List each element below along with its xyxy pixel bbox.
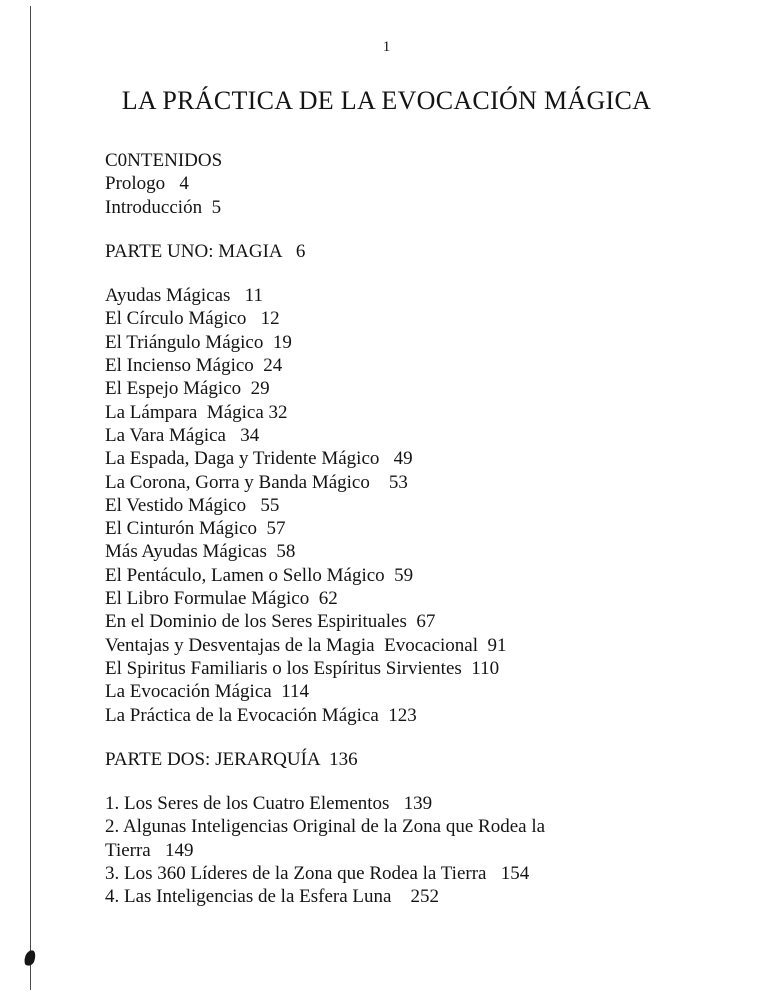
toc-line: La Práctica de la Evocación Mágica 123: [105, 704, 417, 726]
toc-line: El Espejo Mágico 29: [105, 378, 270, 400]
toc-line: El Vestido Mágico 55: [105, 494, 280, 516]
toc-line: La Vara Mágica 34: [105, 424, 260, 446]
part-two-heading: PARTE DOS: JERARQUÍA 136: [105, 748, 358, 770]
toc-line: 1. Los Seres de los Cuatro Elementos 139: [105, 793, 433, 815]
part-one-items: [105, 284, 668, 727]
part-one-heading: PARTE UNO: MAGIA 6: [105, 240, 306, 262]
table-of-contents: [105, 149, 668, 909]
scan-line-artifact: [30, 6, 31, 990]
toc-line: La Evocación Mágica 114: [105, 681, 309, 703]
toc-line: El Círculo Mágico 12: [105, 308, 280, 330]
toc-line: El Spiritus Familiaris o los Espíritus Sirvientes 110: [105, 657, 500, 679]
toc-line: Ayudas Mágicas 11: [105, 285, 263, 307]
toc-line: La Espada, Daga y Tridente Mágico 49: [105, 448, 413, 470]
toc-line: La Corona, Gorra y Banda Mágico 53: [105, 471, 408, 493]
toc-line: El Cinturón Mágico 57: [105, 518, 286, 540]
page-title: LA PRÁCTICA DE LA EVOCACIÓN MÁGICA: [121, 86, 652, 115]
toc-line: Tierra 149: [105, 839, 194, 861]
toc-heading: C0NTENIDOS: [105, 150, 223, 171]
toc-line: La Lámpara Mágica 32: [105, 401, 288, 423]
toc-line: El Incienso Mágico 24: [105, 355, 283, 377]
part-two-items: [105, 792, 668, 908]
toc-line: Más Ayudas Mágicas 58: [105, 541, 296, 563]
toc-line: Ventajas y Desventajas de la Magia Evocacional 91: [105, 634, 507, 656]
toc-line: Prologo 4: [105, 173, 189, 195]
toc-line: 2. Algunas Inteligencias Original de la Zona que Rodea la: [105, 816, 546, 838]
toc-line: Introducción 5: [105, 196, 222, 218]
scan-blob-artifact: [23, 949, 37, 967]
toc-line: El Pentáculo, Lamen o Sello Mágico 59: [105, 564, 414, 586]
toc-line: 4. Las Inteligencias de la Esfera Luna 252: [105, 886, 439, 908]
toc-line: El Libro Formulae Mágico 62: [105, 588, 338, 610]
toc-line: El Triángulo Mágico 19: [105, 331, 292, 353]
part-one-heading-block: [105, 240, 668, 263]
page-number: 1: [382, 39, 391, 55]
toc-line: 3. Los 360 Líderes de la Zona que Rodea la Tierra 154: [105, 863, 530, 885]
toc-intro-block: [105, 149, 668, 219]
part-two-heading-block: [105, 748, 668, 771]
toc-line: En el Dominio de los Seres Espirituales 67: [105, 611, 436, 633]
